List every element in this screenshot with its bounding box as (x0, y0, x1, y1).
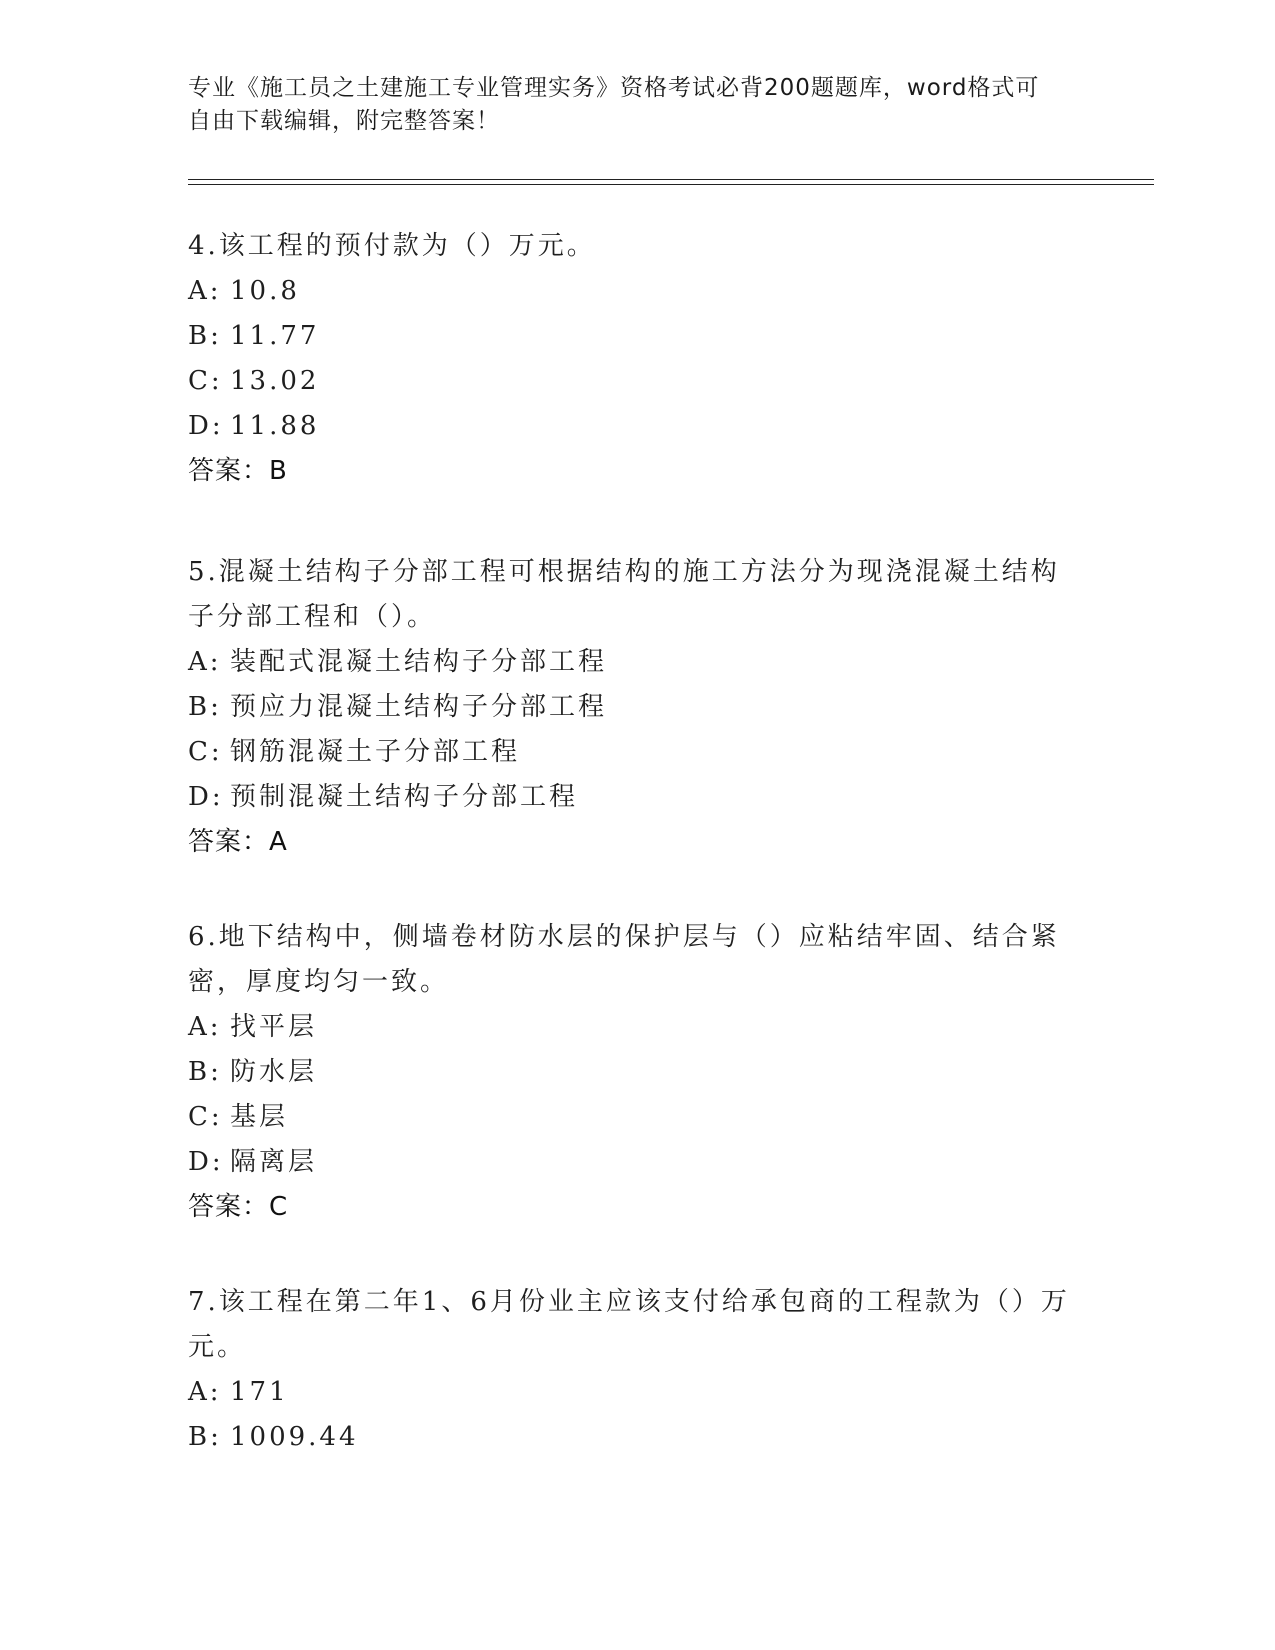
question-stem: 6.地下结构中，侧墙卷材防水层的保护层与（）应粘结牢固、结合紧 (188, 922, 1060, 952)
option-a (188, 1370, 1088, 1415)
option-text: 13.02 (230, 366, 320, 396)
option-d (188, 1140, 1088, 1185)
option-c (188, 359, 1088, 404)
option-text: 找平层 (230, 1012, 318, 1042)
option-key: C: (188, 737, 223, 767)
option-a (188, 1005, 1088, 1050)
question-stem: 7.该工程在第二年1、6月份业主应该支付给承包商的工程款为（）万 (188, 1287, 1070, 1317)
question-stem: 5.混凝土结构子分部工程可根据结构的施工方法分为现浇混凝土结构 (188, 557, 1060, 587)
question-stem: 4.该工程的预付款为（）万元。 (188, 231, 596, 261)
answer: 答案：A (188, 827, 288, 857)
question-5 (188, 550, 1088, 865)
option-text: 1009.44 (230, 1422, 359, 1452)
option-b (188, 1415, 1088, 1460)
option-d (188, 404, 1088, 449)
option-text: 11.88 (230, 411, 320, 441)
header-line-2: 自由下载编辑，附完整答案！ (188, 108, 500, 134)
question-stem-continued: 子分部工程和（）。 (188, 602, 437, 632)
header-divider-top (188, 179, 1154, 180)
option-key: B: (188, 1057, 222, 1087)
option-text: 预制混凝土结构子分部工程 (230, 782, 579, 812)
option-key: C: (188, 366, 223, 396)
option-b (188, 314, 1088, 359)
header-line-1: 专业《施工员之土建施工专业管理实务》资格考试必背200题题库，word格式可 (188, 75, 1040, 101)
answer: 答案：B (188, 456, 288, 486)
option-key: D: (188, 1147, 224, 1177)
option-key: A: (188, 276, 222, 306)
question-stem-continued: 元。 (188, 1332, 247, 1362)
option-a (188, 640, 1088, 685)
option-text: 171 (230, 1377, 289, 1407)
header-divider-bottom (188, 184, 1154, 185)
option-text: 预应力混凝土结构子分部工程 (230, 692, 608, 722)
answer: 答案：C (188, 1192, 289, 1222)
question-7 (188, 1280, 1088, 1460)
option-text: 钢筋混凝土子分部工程 (230, 737, 521, 767)
option-b (188, 1050, 1088, 1095)
option-key: A: (188, 1377, 222, 1407)
option-text: 10.8 (230, 276, 300, 306)
question-6 (188, 915, 1088, 1230)
option-key: A: (188, 1012, 222, 1042)
option-d (188, 775, 1088, 820)
option-key: C: (188, 1102, 223, 1132)
option-text: 装配式混凝土结构子分部工程 (230, 647, 608, 677)
option-b (188, 685, 1088, 730)
option-text: 防水层 (230, 1057, 318, 1087)
document-header (188, 72, 1078, 138)
question-stem-continued: 密，厚度均匀一致。 (188, 967, 450, 997)
option-key: B: (188, 321, 222, 351)
option-text: 基层 (230, 1102, 289, 1132)
option-c (188, 730, 1088, 775)
option-key: A: (188, 647, 222, 677)
option-c (188, 1095, 1088, 1140)
option-text: 11.77 (230, 321, 320, 351)
option-key: D: (188, 411, 224, 441)
option-key: B: (188, 1422, 222, 1452)
option-key: D: (188, 782, 224, 812)
option-a (188, 269, 1088, 314)
option-text: 隔离层 (230, 1147, 318, 1177)
question-4 (188, 224, 1088, 494)
option-key: B: (188, 692, 222, 722)
